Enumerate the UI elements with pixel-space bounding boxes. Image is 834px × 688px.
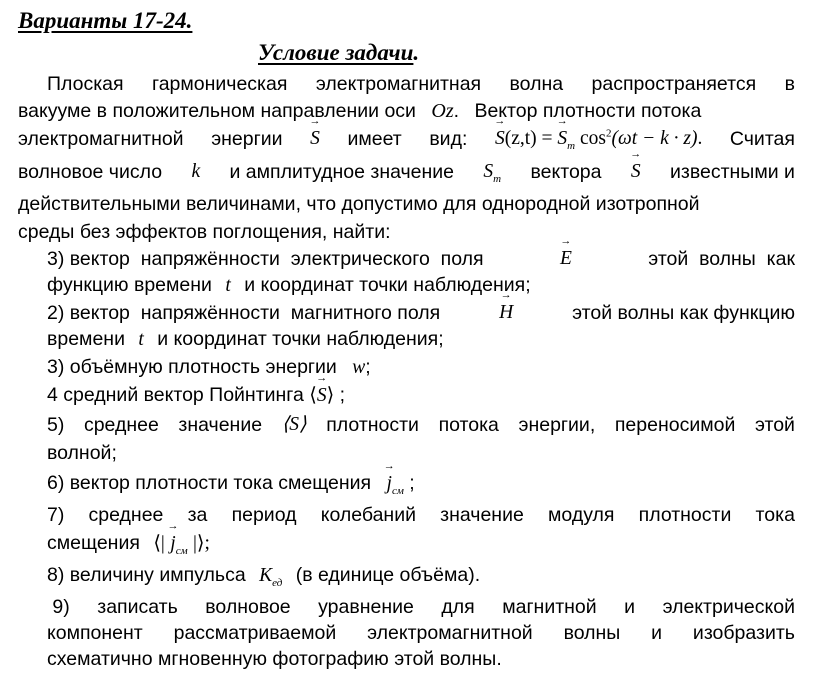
task-item-4: 4 средний вектор Пойнтинга ⟨→ S⟩ ; xyxy=(47,383,345,408)
wave-number-k: k xyxy=(191,161,201,182)
paragraph-line-2: вакууме в положительном направлении оси Oz. Вектор плотности потока xyxy=(18,100,702,122)
task-item-5-cont: волной; xyxy=(47,442,117,464)
mean-s: ⟨S⟩ xyxy=(281,414,307,435)
task-item-3: 3) объёмную плотность энергии w; xyxy=(47,356,371,378)
task-item-9-cont-2: схематично мгновенную фотографию этой волны. xyxy=(47,648,502,670)
displacement-current-j: → $j_{см}$ xyxy=(387,473,404,494)
task-item-1: 3) вектор напряжённости электрического поля → E этой волны как xyxy=(47,247,795,271)
poynting-formula: → S(z,t) = → $S_m$ $\cos^2(\omega t - k \cdot z)$. xyxy=(495,127,702,151)
time-t: t xyxy=(225,275,231,296)
task-item-2-cont: времени t и координат точки наблюдения; xyxy=(47,328,444,350)
energy-density-w: w xyxy=(352,357,366,378)
paragraph-line-4: волновое число k и амплитудное значение $S_m$ вектора → S известными и xyxy=(18,160,795,184)
time-t-2: t xyxy=(138,329,144,350)
task-item-6: 6) вектор плотности тока смещения → $j_{см}$ ; xyxy=(47,471,415,496)
document-title: Варианты 17-24. xyxy=(18,8,193,33)
vector-s: → S xyxy=(310,127,320,151)
vector-e: → E xyxy=(560,247,572,271)
paragraph-line-6: среды без эффектов поглощения, найти: xyxy=(18,221,391,243)
task-item-1-cont: функцию времени t и координат точки наблюдения; xyxy=(47,274,531,296)
task-item-5: 5) среднее значение ⟨S⟩ плотности потока энергии, переносимой этой xyxy=(47,414,795,436)
amplitude-sm: $S_m$ xyxy=(483,161,502,185)
task-item-9: 9) записать волновое уравнение для магнитной и электрической xyxy=(47,596,795,618)
vector-h: → H xyxy=(499,301,513,325)
section-heading: Условие задачи. xyxy=(258,40,420,65)
momentum-k: $K_{ед}$ xyxy=(259,565,283,589)
task-item-7-cont: смещения ⟨| → $j_{см}$ |⟩; xyxy=(47,531,210,556)
mean-poynting-vector: → S xyxy=(317,384,327,408)
task-item-7: 7) среднее за период колебаний значение модуля плотности тока xyxy=(47,504,795,526)
task-item-8: 8) величину импульса $K_{ед}$ (в единице объёма). xyxy=(47,564,481,589)
vector-s-2: → S xyxy=(631,160,641,184)
paragraph-line-1: Плоская гармоническая электромагнитная волна распространяется в xyxy=(47,73,795,95)
paragraph-line-3: электромагнитной энергии → S имеет вид: → S(z,t) = → $S_m$ $\cos^2(\omega t - k \cdot z)$. Считая xyxy=(18,127,795,151)
task-item-9-cont: компонент рассматриваемой электромагнитной волны и изобразить xyxy=(47,622,795,644)
axis-oz: Oz xyxy=(431,100,454,122)
task-item-2: 2) вектор напряжённости магнитного поля → H этой волны как функцию xyxy=(47,301,795,325)
paragraph-line-5: действительными величинами, что допустимо для однородной изотропной xyxy=(18,193,700,215)
displacement-current-abs: → $j_{см}$ xyxy=(170,533,187,554)
